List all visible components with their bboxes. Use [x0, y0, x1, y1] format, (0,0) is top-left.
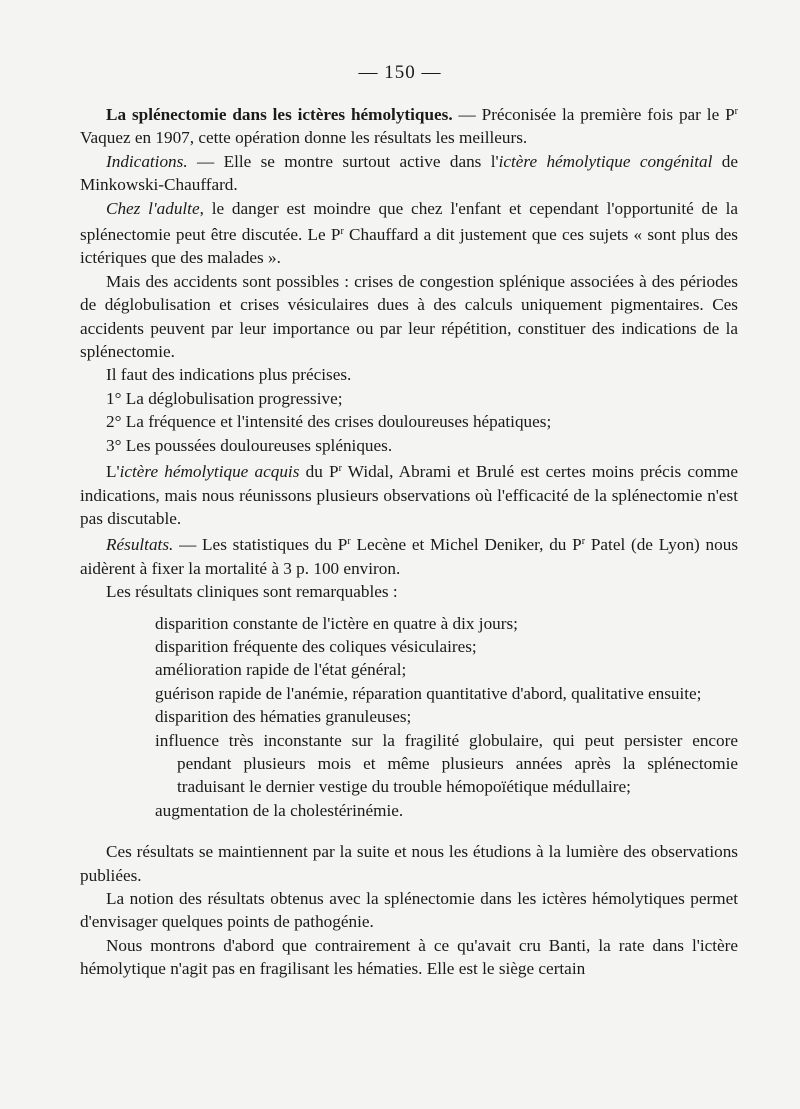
- list-item: guérison rapide de l'anémie, réparation quantitative d'abord, qualitative ensuite;: [155, 683, 702, 703]
- section-heading: La splénectomie dans les ictères hémolytiques.: [106, 105, 453, 124]
- list-item: disparition constante de l'ictère en quatre à dix jours;: [155, 613, 518, 633]
- body-text: [80, 100, 738, 981]
- label-indications: Indications.: [106, 151, 188, 171]
- list-item: disparition des hématies granuleuses;: [155, 707, 412, 727]
- paragraph-resultats: Résultats. — Les statistiques du $P^r$ Lecène et Michel Deniker, du $P^r$ Patel (de Lyon) nous aidèrent à fixer la mortalité à 3 p. 100 environ.: [80, 535, 739, 578]
- list-item: augmentation de la cholestérinémie.: [155, 800, 404, 820]
- paragraph-accidents: Mais des accidents sont possibles : crises de congestion splénique associées à des périodes de déglobulisation et crises vésiculaires dues à des calculs uniquement pigmentaires. Ces accidents peuvent par leur importance ou par leur répétition, constituer des indications de la splénectomie.: [80, 271, 738, 362]
- list-item: amélioration rapide de l'état général;: [155, 660, 407, 680]
- paragraph-cliniques: Les résultats cliniques sont remarquables :: [106, 582, 398, 602]
- label-resultats: Résultats.: [106, 535, 174, 555]
- list-item: 3° Les poussées douloureuses spléniques.: [106, 435, 393, 455]
- paragraph-notion: La notion des résultats obtenus avec la splénectomie dans les ictères hémolytiques permet d'envisager quelques points de pathogénie.: [80, 889, 738, 932]
- paragraph-indications: Indications. — Elle se montre surtout active dans l'ictère hémolytique congénital de Minkowski-Chauffard.: [80, 151, 738, 195]
- paragraph-banti: Nous montrons d'abord que contrairement à ce qu'avait cru Banti, la rate dans l'ictère hémolytique n'agit pas en fragilisant les hématies. Elle est le siège certain: [80, 935, 738, 979]
- paragraph-intro: La splénectomie dans les ictères hémolytiques. — Préconisée la première fois par le $P^r$ Vaquez en 1907, cette opération donne les résultats les meilleurs.: [80, 105, 738, 148]
- paragraph-precises: Il faut des indications plus précises.: [106, 365, 352, 385]
- list-item: 1° La déglobulisation progressive;: [106, 388, 343, 408]
- results-list: [80, 612, 738, 823]
- paragraph-adulte: Chez l'adulte, le danger est moindre que chez l'enfant et cependant l'opportunité de la splénectomie peut être discutée. Le $P^r$ Chauffard a dit justement que ces sujets « sont plus des ictériques que des malades ».: [80, 198, 738, 268]
- page-number: — 150 —: [358, 62, 442, 83]
- list-item: 2° La fréquence et l'intensité des crises douloureuses hépatiques;: [106, 412, 552, 432]
- list-item: influence très inconstante sur la fragilité globulaire, qui peut persister encore pendant plusieurs mois et même plusieurs années après la splénectomie traduisant le dernier vestige du trouble hémopoïétique médullaire;: [155, 730, 738, 797]
- paragraph-acquis: L'ictère hémolytique acquis du $P^r$ Widal, Abrami et Brulé est certes moins précis comme indications, mais nous réunissons plusieurs observations où l'efficacité de la splénectomie n'est pas discutable.: [80, 462, 739, 528]
- paragraph-maintiennent: Ces résultats se maintiennent par la suite et nous les étudions à la lumière des observations publiées.: [80, 842, 738, 885]
- list-item: disparition fréquente des coliques vésiculaires;: [155, 636, 477, 656]
